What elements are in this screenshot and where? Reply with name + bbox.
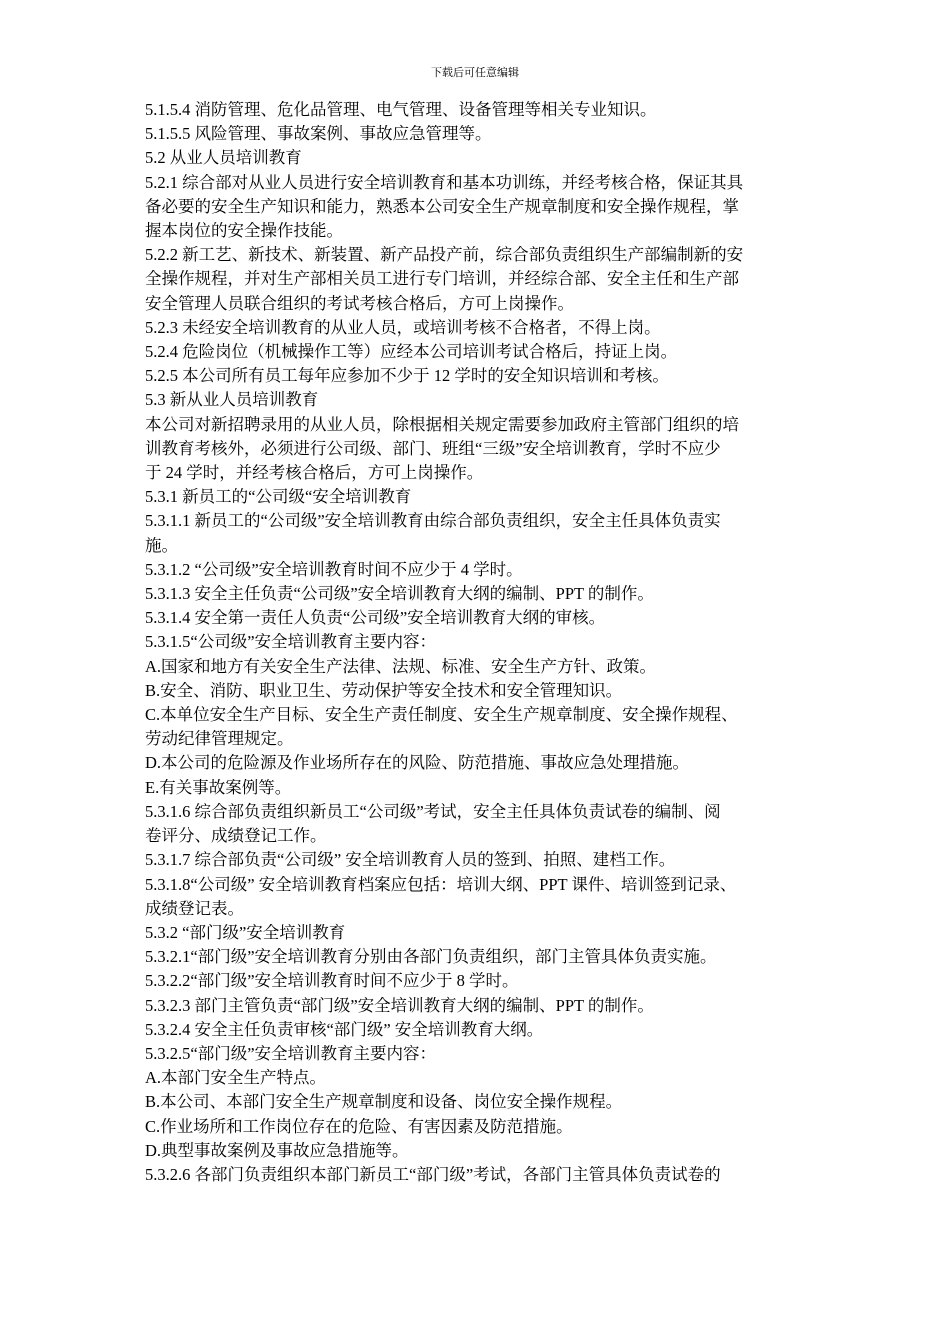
paragraph [145, 945, 857, 969]
text-line: 全操作规程，并对生产部相关员工进行专门培训，并经综合部、安全主任和生产部 [145, 269, 739, 289]
paragraph [145, 679, 857, 703]
text-line: A.本部门安全生产特点。 [145, 1068, 327, 1088]
text-line: 本公司对新招聘录用的从业人员，除根据相关规定需要参加政府主管部门组织的培 [145, 414, 739, 434]
text-line: 5.2 从业人员培训教育 [145, 148, 302, 168]
paragraph [145, 558, 857, 582]
text-line: 5.3.1 新员工的“公司级“安全培训教育 [145, 487, 412, 507]
page-header: 下载后可任意编辑 [431, 67, 519, 79]
text-line: 5.2.2 新工艺、新技术、新装置、新产品投产前，综合部负责组织生产部编制新的安 [145, 245, 744, 265]
paragraph [145, 1139, 857, 1163]
paragraph [145, 485, 857, 509]
text-line: 5.3.1.3 安全主任负责“公司级”安全培训教育大纲的编制、PPT 的制作。 [145, 584, 654, 604]
text-line: 5.3.1.2 “公司级”安全培训教育时间不应少于 4 学时。 [145, 559, 523, 579]
text-line: 5.2.4 危险岗位（机械操作工等）应经本公司培训考试合格后，持证上岗。 [145, 342, 678, 362]
paragraph [145, 921, 857, 945]
paragraph [145, 776, 857, 800]
text-line: D.典型事故案例及事故应急措施等。 [145, 1140, 409, 1160]
text-line: D.本公司的危险源及作业场所存在的风险、防范措施、事故应急处理措施。 [145, 753, 690, 773]
text-line: 5.1.5.5 风险管理、事故案例、事故应急管理等。 [145, 124, 492, 144]
text-line: E.有关事故案例等。 [145, 777, 292, 797]
text-line: B.安全、消防、职业卫生、劳动保护等安全技术和安全管理知识。 [145, 680, 623, 700]
text-line: 握本岗位的安全操作技能。 [145, 221, 343, 241]
text-line: B.本公司、本部门安全生产规章制度和设备、岗位安全操作规程。 [145, 1092, 623, 1112]
text-line: 成绩登记表。 [145, 898, 244, 918]
paragraph [145, 1042, 857, 1066]
paragraph [145, 171, 857, 244]
text-line: 5.2.3 未经安全培训教育的从业人员，或培训考核不合格者，不得上岗。 [145, 317, 661, 337]
text-line: 5.3.1.4 安全第一责任人负责“公司级”安全培训教育大纲的审核。 [145, 608, 606, 628]
text-line: 卷评分、成绩登记工作。 [145, 826, 327, 846]
text-line: 5.2.5 本公司所有员工每年应参加不少于 12 学时的安全知识培训和考核。 [145, 366, 669, 386]
paragraph [145, 703, 857, 751]
text-line: 施。 [145, 535, 178, 555]
text-line: 5.3 新从业人员培训教育 [145, 390, 319, 410]
text-line: 于 24 学时，并经考核合格后，方可上岗操作。 [145, 463, 484, 483]
text-line: C.作业场所和工作岗位存在的危险、有害因素及防范措施。 [145, 1116, 573, 1136]
paragraph [145, 122, 857, 146]
paragraph [145, 243, 857, 316]
text-line: 5.3.2.2“部门级”安全培训教育时间不应少于 8 学时。 [145, 971, 519, 991]
text-line: 5.3.1.5“公司级”安全培训教育主要内容： [145, 632, 437, 652]
paragraph [145, 1090, 857, 1114]
text-line: 5.3.1.6 综合部负责组织新员工“公司级”考试，安全主任具体负责试卷的编制、阅 [145, 801, 721, 821]
text-line: C.本单位安全生产目标、安全生产责任制度、安全生产规章制度、安全操作规程、 [145, 705, 738, 725]
text-line: 5.3.1.1 新员工的“公司级”安全培训教育由综合部负责组织，安全主任具体负责实 [145, 511, 721, 531]
paragraph [145, 1018, 857, 1042]
text-line: 5.1.5.4 消防管理、危化品管理、电气管理、设备管理等相关专业知识。 [145, 100, 657, 119]
text-line: 5.3.2.3 部门主管负责“部门级”安全培训教育大纲的编制、PPT 的制作。 [145, 995, 654, 1015]
paragraph [145, 969, 857, 993]
paragraph [145, 655, 857, 679]
paragraph [145, 630, 857, 654]
paragraph [145, 873, 857, 921]
text-line: 5.3.1.8“公司级” 安全培训教育档案应包括：培训大纲、PPT 课件、培训签到记录、 [145, 874, 737, 894]
text-line: 5.3.2.1“部门级”安全培训教育分别由各部门负责组织，部门主管具体负责实施。 [145, 947, 717, 967]
paragraph [145, 413, 857, 486]
text-line: 5.3.1.7 综合部负责“公司级” 安全培训教育人员的签到、拍照、建档工作。 [145, 850, 676, 870]
paragraph [145, 364, 857, 388]
text-line: 劳动纪律管理规定。 [145, 729, 294, 749]
text-line: 5.3.2.4 安全主任负责审核“部门级” 安全培训教育大纲。 [145, 1019, 544, 1039]
paragraph [145, 1163, 857, 1187]
paragraph [145, 606, 857, 630]
text-line: 备必要的安全生产知识和能力，熟悉本公司安全生产规章制度和安全操作规程，掌 [145, 196, 739, 216]
paragraph [145, 340, 857, 364]
text-line: A.国家和地方有关安全生产法律、法规、标准、安全生产方针、政策。 [145, 656, 657, 676]
text-line: 5.3.2 “部门级”安全培训教育 [145, 922, 346, 942]
paragraph [145, 848, 857, 872]
text-line: 训教育考核外，必须进行公司级、部门、班组“三级”安全培训教育，学时不应少 [145, 438, 721, 458]
paragraph [145, 1115, 857, 1139]
paragraph [145, 98, 857, 122]
paragraph [145, 1066, 857, 1090]
paragraph [145, 509, 857, 557]
text-line: 5.3.2.6 各部门负责组织本部门新员工“部门级”考试，各部门主管具体负责试卷的 [145, 1164, 721, 1184]
paragraph [145, 388, 857, 412]
text-line: 安全管理人员联合组织的考试考核合格后，方可上岗操作。 [145, 293, 574, 313]
paragraph [145, 800, 857, 848]
paragraph [145, 994, 857, 1018]
paragraph [145, 751, 857, 775]
document-body [145, 98, 857, 1187]
text-line: 5.3.2.5“部门级”安全培训教育主要内容： [145, 1043, 437, 1063]
text-line: 5.2.1 综合部对从业人员进行安全培训教育和基本功训练，并经考核合格，保证其具 [145, 172, 744, 192]
paragraph [145, 146, 857, 170]
paragraph [145, 316, 857, 340]
paragraph [145, 582, 857, 606]
